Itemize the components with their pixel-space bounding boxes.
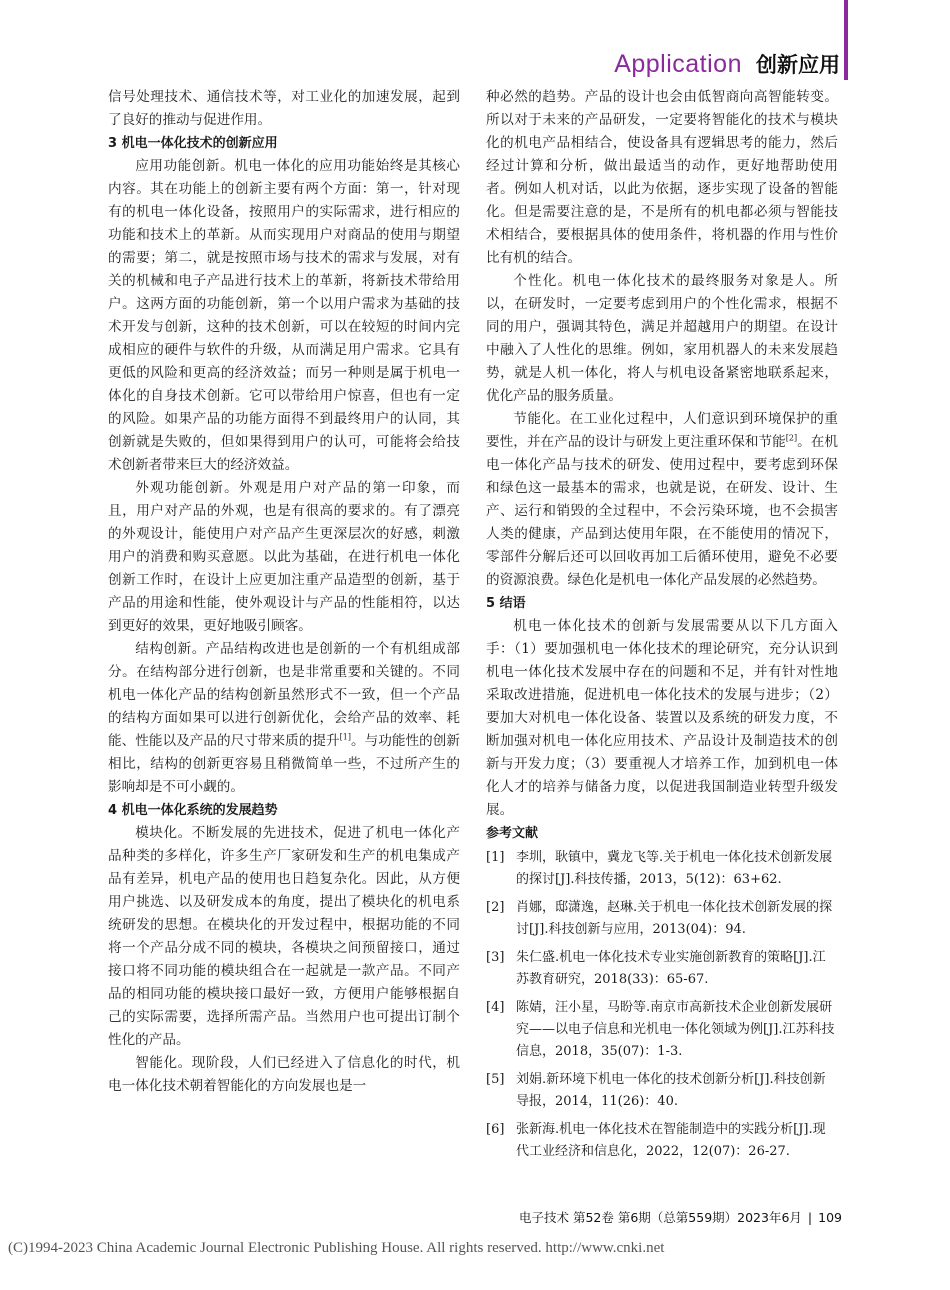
page-header [614, 44, 840, 84]
paragraph: 外观功能创新。外观是用户对产品的第一印象，而且，用户对产品的外观，也是有很高的要求的。有了漂亮的外观设计，能使用户对产品产生更深层次的好感，刺激用户的消费和购买意愿。以此为基础，在进行机电一体化创新工作时，在设计上应更加注重产品造型的创新，基于产品的用途和性能，使外观设计与产品的性能相符，以达到更好的效果，更好地吸引顾客。 [108, 480, 460, 634]
reference-item [486, 1119, 838, 1163]
paragraph: 应用功能创新。机电一体化的应用功能始终是其核心内容。其在功能上的创新主要有两个方面：第一，针对现有的机电一体化设备，按照用户的实际需求，进行相应的功能和技术上的革新。从而实现用户对商品的使用与期望的需要；第二，就是按照市场与技术的需求与发展，对有关的机械和电子产品进行技术上的革新，将新技术带给用户。这两方面的功能创新，第一个以用户需求为基础的技术开发与创新，这种的技术创新，可以在较短的时间内完成相应的硬件与软件的升级，从而满足用户需求。它具有更低的风险和更高的经济效益；而另一种则是属于机电一体化的自身技术创新。它可以带给用户惊喜，但也有一定的风险。如果产品的功能方面得不到最终用户的认同，其创新就是失败的，但如果得到用户的认可，可能将会给技术创新者带来巨大的经济效益。 [108, 158, 460, 473]
reference-number: [4] [486, 1000, 505, 1015]
section-heading-4: 4 机电一体化系统的发展趋势 [108, 803, 278, 818]
header-chinese: 创新应用 [756, 53, 840, 77]
reference-text: 李圳，耿镇中，冀龙飞等.关于机电一体化技术创新发展的探讨[J].科技传播，2013，5(12)：63+62. [516, 850, 833, 887]
reference-item [486, 847, 838, 891]
page-number: 109 [818, 1210, 842, 1225]
text-run: 。在机电一体化产品与技术的研发、使用过程中，要考虑到环保和绿色这一最基本的需求，也就是说，在研发、设计、生产、运行和销毁的全过程中，不会污染环境，也不会损害人类的健康，产品到达使用年限，在不能使用的情况下，零部件分解后还可以回收再加工后循环使用，避免不必要的资源浪费。绿色化是机电一体化产品发展的必然趋势。 [486, 434, 839, 588]
reference-number: [3] [486, 950, 505, 965]
paragraph: 智能化。现阶段，人们已经进入了信息化的时代，机电一体化技术朝着智能化的方向发展也是一 [108, 1055, 460, 1094]
reference-number: [6] [486, 1122, 505, 1137]
reference-list [486, 847, 838, 1163]
references-heading: 参考文献 [486, 826, 539, 841]
citation-1[interactable]: [1] [339, 732, 351, 742]
text-run: 结构创新。产品结构改进也是创新的一个有机组成部分。在结构部分进行创新，也是非常重要和关键的。不同机电一体化产品的结构创新虽然形式不一致，但一个产品的结构方面如果可以进行创新优化，会给产品的效率、耗能、性能以及产品的尺寸带来质的提升 [108, 641, 460, 749]
paragraph: 机电一体化技术的创新与发展需要从以下几方面入手：（1）要加强机电一体化技术的理论研究，充分认识到机电一体化技术发展中存在的问题和不足，并有针对性地采取改进措施，促进机电一体化技术的发展与进步；（2）要加大对机电一体化设备、装置以及系统的研发力度，不断加强对机电一体化应用技术、产品设计及制造技术的创新与开发力度；（3）要重视人才培养工作，加到机电一体化人才的培养与储备力度，以促进我国制造业转型升级发展。 [486, 618, 838, 818]
left-column [108, 86, 460, 1098]
header-bar [844, 0, 848, 80]
citation-2[interactable]: [2] [785, 433, 798, 443]
paragraph: 信号处理技术、通信技术等，对工业化的加速发展，起到了良好的推动与促进作用。 [108, 89, 460, 128]
reference-item [486, 897, 838, 941]
reference-item [486, 1069, 838, 1113]
header-english: Application [614, 49, 742, 78]
reference-text: 陈婧，汪小星，马盼等.南京市高新技术企业创新发展研究——以电子信息和光机电一体化领域为例[J].江苏科技信息，2018，35(07)：1-3. [516, 1000, 835, 1059]
reference-number: [1] [486, 850, 505, 865]
reference-text: 刘娟.新环境下机电一体化的技术创新分析[J].科技创新导报，2014，11(26)：40. [516, 1072, 826, 1109]
right-column [486, 86, 838, 1169]
reference-text: 朱仁盛.机电一体化技术专业实施创新教育的策略[J].江苏教育研究，2018(33)：65-67. [516, 950, 826, 987]
page-footer [519, 1208, 842, 1226]
paragraph: 模块化。不断发展的先进技术，促进了机电一体化产品种类的多样化，许多生产厂家研发和生产的机电集成产品有差异，机电产品的使用也日趋复杂化。因此，从方便用户挑选、以及研发成本的角度，提出了模块化的机电系统研发的思想。在模块化的开发过程中，根据功能的不同将一个产品分成不同的模块，各模块之间预留接口，通过接口将不同功能的模块组合在一起就是一款产品。不同产品的相同功能的模块接口最好一致，方便用户能够根据自己的实际需要，选择所需产品。当然用户也可提出订制个性化的产品。 [108, 825, 460, 1048]
paragraph [108, 638, 460, 799]
text-run: 节能化。在工业化过程中，人们意识到环境保护的重要性，并在产品的设计与研发上更注重环保和节能 [486, 411, 838, 450]
reference-number: [2] [486, 900, 505, 915]
journal-info: 电子技术 第52卷 第6期（总第559期）2023年6月 [518, 1210, 802, 1225]
paragraph: 种必然的趋势。产品的设计也会由低智商向高智能转变。所以对于未来的产品研发，一定要将智能化的技术与模块化的机电产品相结合，使设备具有逻辑思考的能力，然后经过计算和分析，做出最适当的动作，更好地帮助使用者。例如人机对话，以此为依据，逐步实现了设备的智能化。但是需要注意的是，不是所有的机电都必须与智能技术相结合，要根据具体的使用条件，将机器的作用与性价比有机的结合。 [486, 89, 838, 266]
paragraph [486, 408, 838, 592]
footer-divider: | [807, 1210, 813, 1225]
reference-text: 肖娜，邸潇逸，赵琳.关于机电一体化技术创新发展的探讨[J].科技创新与应用，2013(04)：94. [516, 900, 833, 937]
reference-item [486, 947, 838, 991]
text-run: 。与功能性的创新相比，结构的创新更容易且稍微简单一些，不过所产生的影响却是不可小觑的。 [108, 733, 461, 795]
copyright-notice: (C)1994-2023 China Academic Journal Electronic Publishing House. All rights reserved. http://www.cnki.net [8, 1240, 665, 1256]
section-heading-5: 5 结语 [486, 596, 526, 611]
reference-number: [5] [486, 1072, 505, 1087]
section-heading-3: 3 机电一体化技术的创新应用 [108, 136, 278, 151]
paragraph: 个性化。机电一体化技术的最终服务对象是人。所以，在研发时，一定要考虑到用户的个性化需求，根据不同的用户，强调其特色，满足并超越用户的期望。在设计中融入了人性化的思维。例如，家用机器人的未来发展趋势，就是人机一体化，将人与机电设备紧密地联系起来，优化产品的服务质量。 [486, 273, 838, 404]
reference-text: 张新海.机电一体化技术在智能制造中的实践分析[J].现代工业经济和信息化，2022，12(07)：26-27. [516, 1122, 826, 1159]
reference-item [486, 997, 838, 1063]
